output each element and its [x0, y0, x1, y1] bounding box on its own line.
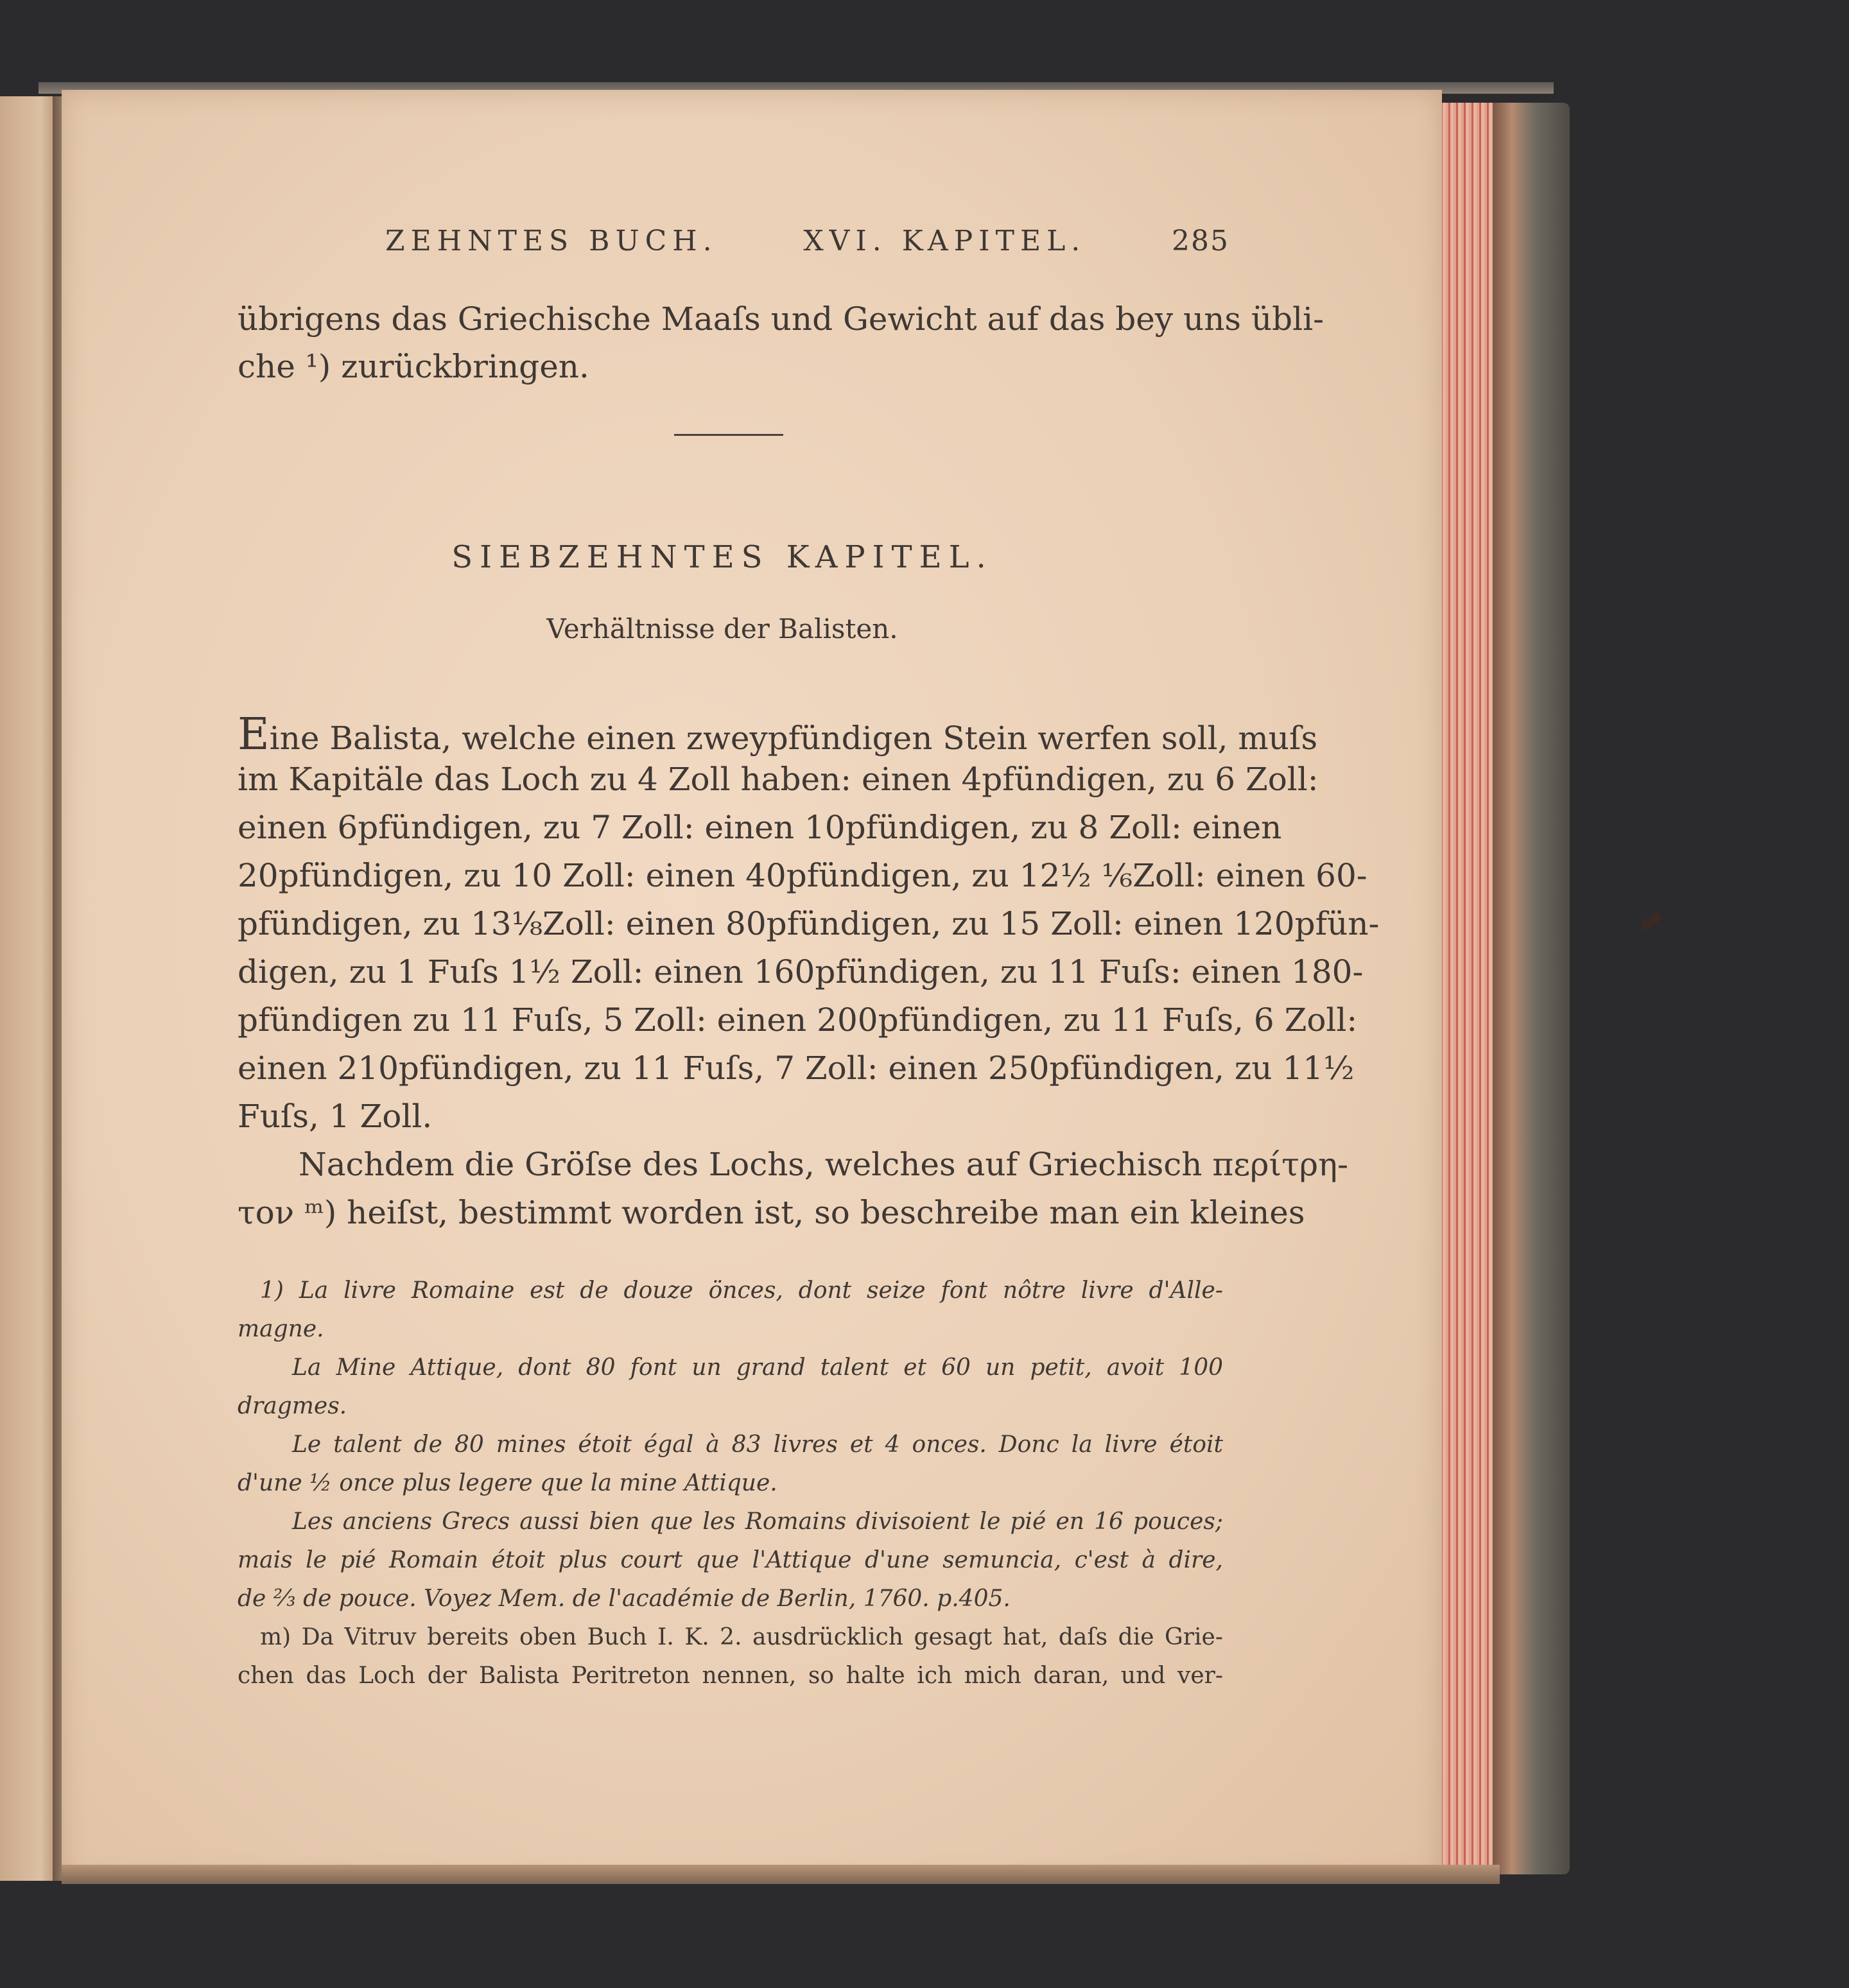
footnote-line: magne. — [238, 1316, 324, 1342]
intro-line: übrigens das Griechische Maaſs und Gewicht auf das bey uns übli- — [238, 300, 1324, 338]
paragraph-line: Fuſs, 1 Zoll. — [238, 1098, 433, 1135]
paragraph-line: Nachdem die Gröſse des Lochs, welches auf Griechisch περίτρη- — [299, 1146, 1349, 1183]
intro-line: che ¹) zurückbringen. — [238, 348, 589, 385]
footnote-line: dragmes. — [238, 1393, 347, 1419]
footnote-line: de ⅔ de pouce. Voyez Mem. de l'académie de Berlin, 1760. p.405. — [238, 1586, 1011, 1612]
paragraph-line: digen, zu 1 Fuſs 1½ Zoll: einen 160pfündigen, zu 11 Fuſs: einen 180- — [238, 953, 1364, 990]
paragraph-line: τον ᵐ) heiſst, bestimmt worden ist, so beschreibe man ein kleines — [238, 1194, 1305, 1231]
footnote-line: Le talent de 80 mines étoit égal à 83 livres et 4 onces. Donc la livre étoit — [292, 1431, 1223, 1458]
chapter-title: SIEBZEHNTES KAPITEL. — [451, 539, 993, 575]
running-head-chapter: XVI. KAPITEL. — [803, 225, 1086, 257]
paragraph-line — [238, 709, 1318, 760]
book-cover-edge — [1493, 103, 1570, 1874]
paragraph-line: im Kapitäle das Loch zu 4 Zoll haben: einen 4pfündigen, zu 6 Zoll: — [238, 761, 1319, 798]
section-divider — [674, 434, 783, 436]
ink-mark — [1640, 912, 1663, 931]
drop-cap: E — [238, 709, 270, 760]
footnote-line: d'une ½ once plus legere que la mine Attique. — [238, 1470, 777, 1496]
footnote-line: La Mine Attique, dont 80 font un grand talent et 60 un petit, avoit 100 — [292, 1354, 1223, 1381]
paragraph-line: pfündigen, zu 13⅛Zoll: einen 80pfündigen, zu 15 Zoll: einen 120pfün- — [238, 905, 1380, 942]
paragraph-line: einen 210pfündigen, zu 11 Fuſs, 7 Zoll: einen 250pfündigen, zu 11½ — [238, 1050, 1355, 1087]
footnote-line: m) Da Vitruv bereits oben Buch I. K. 2. ausdrücklich gesagt hat, daſs die Grie- — [260, 1624, 1223, 1650]
chapter-subtitle: Verhältnisse der Balisten. — [546, 613, 898, 644]
left-page-edge — [0, 96, 58, 1881]
first-line-text: ine Balista, welche einen zweypfündigen Stein werfen soll, muſs — [269, 720, 1318, 757]
paragraph-line: einen 6pfündigen, zu 7 Zoll: einen 10pfündigen, zu 8 Zoll: einen — [238, 809, 1282, 846]
paragraph-line: pfündigen zu 11 Fuſs, 5 Zoll: einen 200pfündigen, zu 11 Fuſs, 6 Zoll: — [238, 1001, 1358, 1039]
paragraph-line: 20pfündigen, zu 10 Zoll: einen 40pfündigen, zu 12½ ⅙Zoll: einen 60- — [238, 857, 1367, 894]
footnote-line: 1) La livre Romaine est de douze önces, dont seize font nôtre livre d'Alle- — [260, 1277, 1223, 1304]
footnote-line: chen das Loch der Balista Peritreton nennen, so halte ich mich daran, und ver- — [238, 1663, 1223, 1689]
footnote-line: mais le pié Romain étoit plus court que l'Attique d'une semuncia, c'est à dire, — [238, 1547, 1223, 1573]
page-edges-red — [1438, 103, 1496, 1874]
book-bottom-edge — [62, 1865, 1500, 1884]
footnote-line: Les anciens Grecs aussi bien que les Romains divisoient le pié en 16 pouces; — [292, 1508, 1223, 1535]
running-head — [385, 225, 1229, 257]
running-head-book: ZEHNTES BUCH. — [385, 225, 718, 257]
page-number: 285 — [1172, 225, 1229, 257]
